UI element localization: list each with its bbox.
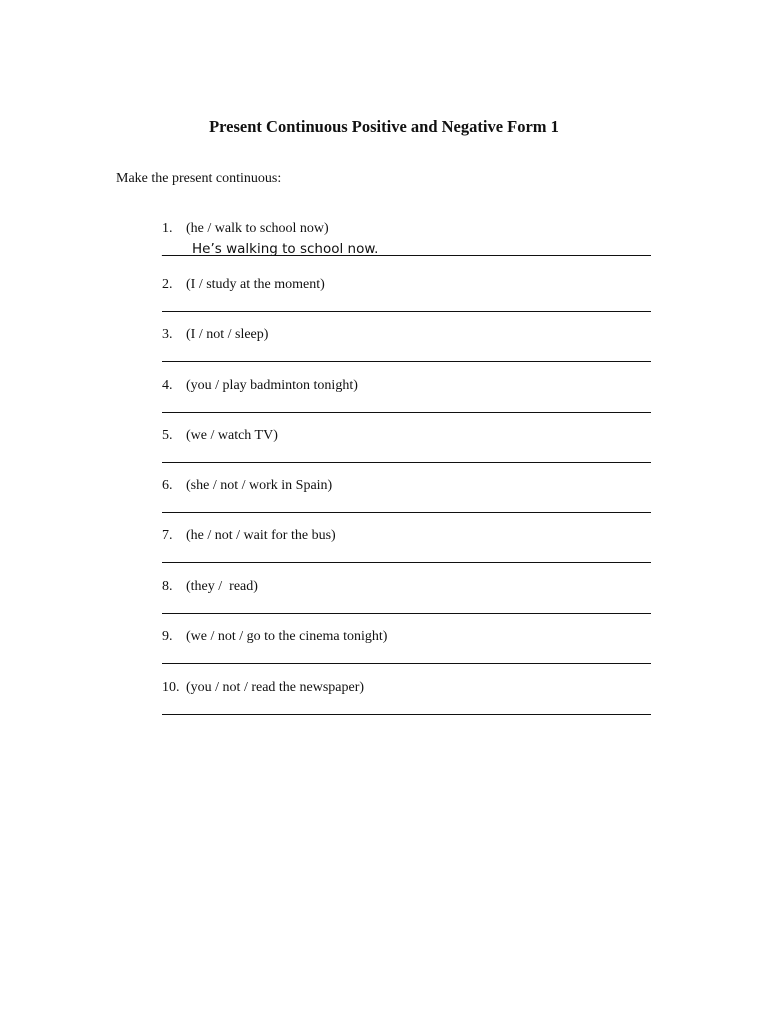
filled-answer: He’s walking to school now. [192,241,379,257]
answer-line [162,311,651,312]
exercise-item-4 [162,378,651,428]
answer-line [162,412,651,413]
exercise-item-5 [162,428,651,478]
prompt-text: (I / study at the moment) [186,277,325,292]
answer-line [162,512,651,513]
prompt-text: (I / not / sleep) [186,327,269,342]
exercise-item-9 [162,629,651,679]
item-number: 1. [162,221,173,236]
item-number: 2. [162,277,173,292]
exercise-item-1 [162,221,651,271]
exercise-prompt [162,428,278,444]
exercise-prompt [162,478,332,494]
prompt-text: (he / not / wait for the bus) [186,528,336,543]
item-number: 4. [162,378,173,393]
exercise-prompt [162,528,336,544]
answer-line [162,714,651,715]
exercise-item-6 [162,478,651,528]
answer-line [162,613,651,614]
prompt-text: (you / not / read the newspaper) [186,680,365,695]
item-number: 7. [162,528,173,543]
exercise-item-2 [162,277,651,327]
answer-lead-blank: ____ [162,241,189,257]
answer-line [162,361,651,362]
answer-line [162,562,651,563]
item-number: 10. [162,680,180,695]
prompt-text: (they / read) [186,579,258,594]
prompt-text: (you / play badminton tonight) [186,378,358,393]
answer-line [162,663,651,664]
prompt-text: (she / not / work in Spain) [186,478,333,493]
item-number: 6. [162,478,173,493]
item-number: 5. [162,428,173,443]
prompt-text: (we / watch TV) [186,428,278,443]
exercise-prompt [162,221,329,237]
exercise-prompt [162,327,268,343]
answer-line [162,462,651,463]
item-number: 3. [162,327,173,342]
worksheet-title: Present Continuous Positive and Negative Form 1 [209,117,559,136]
prompt-text: (he / walk to school now) [186,221,329,236]
exercise-prompt [162,277,325,293]
exercise-prompt [162,680,364,696]
exercise-item-3 [162,327,651,377]
exercise-item-10 [162,680,651,730]
exercise-item-7 [162,528,651,578]
answer-text [162,241,651,261]
prompt-text: (we / not / go to the cinema tonight) [186,629,388,644]
item-number: 8. [162,579,173,594]
item-number: 9. [162,629,173,644]
instruction-text: Make the present continuous: [116,171,282,186]
exercise-item-8 [162,579,651,629]
exercise-prompt [162,378,358,394]
exercise-prompt [162,579,258,595]
exercise-prompt [162,629,387,645]
